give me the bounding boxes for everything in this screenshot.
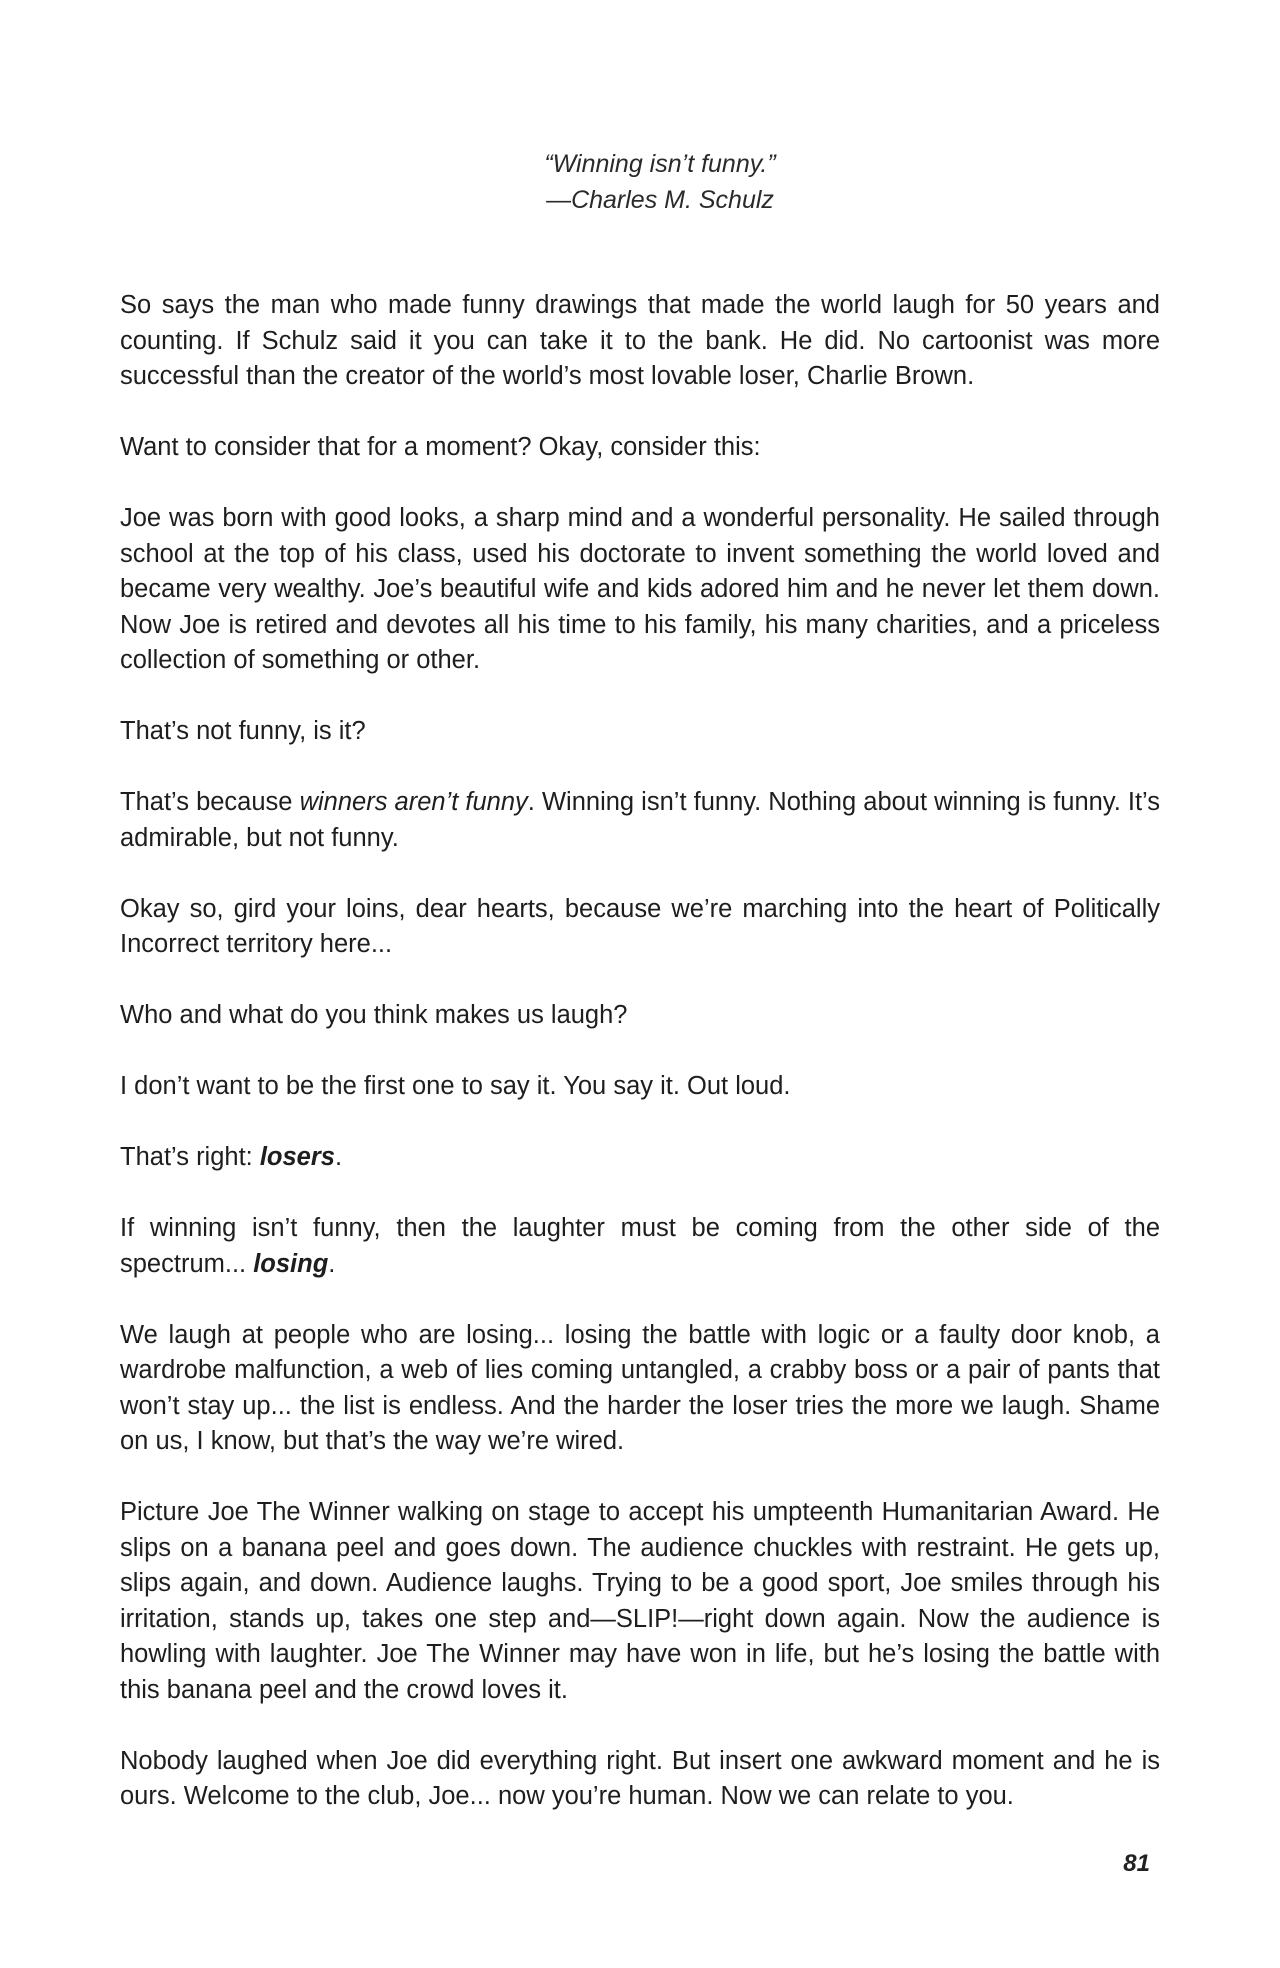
paragraph-7: Who and what do you think makes us laugh? [120, 1001, 628, 1029]
paragraph-2: Want to consider that for a moment? Okay, consider this: [120, 433, 761, 461]
paragraph-5-text-b: . Winning isn’t funny. Nothing about winning is funny. It’s admirable, but not funny. [120, 788, 1161, 852]
paragraph-5-text-a: That’s because [120, 788, 300, 816]
paragraph-10-text-b: . [328, 1249, 336, 1278]
paragraph-5 [120, 785, 1160, 856]
paragraph-9 [120, 1140, 1160, 1176]
paragraph-10 [120, 1211, 1160, 1282]
paragraph-6: Okay so, gird your loins, dear hearts, because we’re marching into the heart of Politically Incorrect territory here... [120, 894, 1160, 958]
paragraph-1: So says the man who made funny drawings that made the world laugh for 50 years and counting. If Schulz said it you can take it to the bank. He did. No cartoonist was more successful than the creator of the world’s most lovable loser, Charlie Brown. [120, 291, 1160, 390]
paragraph-4: That’s not funny, is it? [120, 717, 366, 745]
paragraph-10-text-a: If winning isn’t funny, then the laughter must be coming from the other side of the spectrum... [120, 1214, 1160, 1278]
epigraph-attribution: —Charles M. Schulz [546, 186, 774, 214]
paragraph-11: We laugh at people who are losing... losing the battle with logic or a faulty door knob, a wardrobe malfunction, a web of lies coming untangled, a crabby boss or a pair of pants that won’t stay up... the list is endless. And the harder the loser tries the more we laugh. Shame on us, I know, but that’s the way we’re wired. [120, 1320, 1160, 1455]
paragraph-9-text-b: . [334, 1143, 343, 1171]
paragraph-10-emphasis: losing [253, 1249, 329, 1278]
paragraph-3: Joe was born with good looks, a sharp mind and a wonderful personality. He sailed through school at the top of his class, used his doctorate to invent something the world loved and became very wealthy. Joe’s beautiful wife and kids adored him and he never let them down. Now Joe is retired and devotes all his time to his family, his many charities, and a priceless collection of something or other. [120, 504, 1160, 674]
paragraph-5-emphasis: winners aren’t funny [299, 788, 528, 816]
paragraph-13: Nobody laughed when Joe did everything right. But insert one awkward moment and he is ours. Welcome to the club, Joe... now you’re human. Now we can relate to you. [120, 1746, 1160, 1810]
paragraph-12: Picture Joe The Winner walking on stage to accept his umpteenth Humanitarian Award. He slips on a banana peel and goes down. The audience chuckles with restraint. He gets up, slips again, and down. Audience laughs. Trying to be a good sport, Joe smiles through his irritation, stands up, takes one step and—SLIP!—right down again. Now the audience is howling with laughter. Joe The Winner may have won in life, but he’s losing the battle with this banana peel and the crowd loves it. [120, 1498, 1160, 1704]
paragraph-9-text-a: That’s right: [120, 1143, 260, 1171]
body-text [120, 288, 1160, 1850]
epigraph [0, 146, 1280, 218]
paragraph-8: I don’t want to be the first one to say it. You say it. Out loud. [120, 1072, 791, 1100]
paragraph-9-emphasis: losers [259, 1143, 335, 1171]
epigraph-quote: “Winning isn’t funny.” [544, 150, 776, 178]
page-number: 81 [1123, 1850, 1150, 1877]
